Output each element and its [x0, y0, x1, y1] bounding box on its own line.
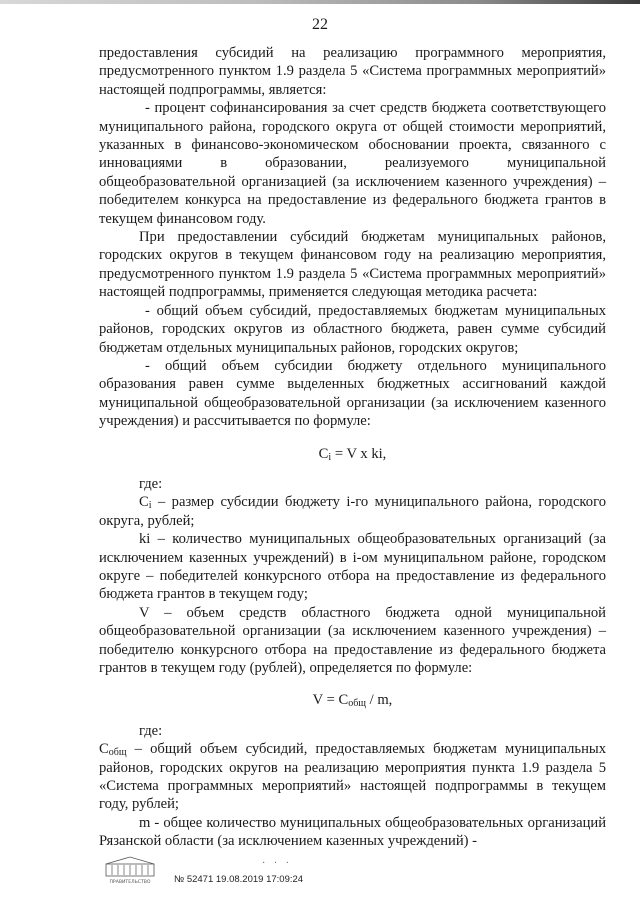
paragraph-5: - общий объем субсидии бюджету отдельного муниципального образования равен сумме выделенных бюджетных ассигнований каждой муниципальной общеобразовательной организации (за исключением казенного учреждения) и рассчитывается по формуле: [99, 357, 606, 430]
paragraph-2: - процент софинансирования за счет средств бюджета соответствующего муниципального района, городского округа от общей стоимости мероприятий, указанных в финансово-экономическом обосновании проекта, связанного с инновациями в образовании, реализуемого муниципальной общеобразовательной организацией (за исключением казенного учреждения) – победителем конкурса на предоставление из федерального бюджета грантов в текущем финансовом году. [99, 100, 606, 227]
definition-ci-sub: i [148, 500, 152, 512]
definition-cobsh-text: – общий объем субсидий, предоставляемых бюджетам муниципальных районов, городских округов на реализацию мероприятия пункта 1.9 раздела 5 «Система программных мероприятий» настоящей подпрограммы в текущем году, рублей; [99, 741, 606, 813]
where-label-1: где: [139, 475, 163, 492]
formula-subsidy-lhs: C [318, 445, 329, 462]
scan-edge [0, 0, 640, 4]
definition-cobsh-symbol: C [99, 741, 109, 758]
page-number: 22 [312, 16, 328, 33]
definition-ci-text: – размер субсидии бюджету i-го муниципального района, городского округа, рублей; [99, 494, 606, 529]
definition-cobsh [99, 740, 606, 814]
registration-stamp: № 52471 19.08.2019 17:09:24 [174, 874, 304, 885]
formula-subsidy [99, 445, 606, 463]
paragraph-4: - общий объем субсидий, предоставляемых бюджетам муниципальных районов, городских округов из областного бюджета, равен сумме субсидий бюджетам отдельных муниципальных районов, городских округов; [99, 302, 606, 356]
formula-volume-sub: общ [348, 698, 366, 710]
formula-volume-rhs: / m, [365, 692, 393, 709]
scan-artifact: · · · [262, 858, 292, 869]
formula-subsidy-rhs: = V x ki, [331, 445, 387, 462]
paragraph-3: При предоставлении субсидий бюджетам муниципальных районов, городских округов в текущем финансовом году на реализацию мероприятия, предусмотренного пунктом 1.9 раздела 5 «Система программных мероприятий» настоящей подпрограммы, применяется следующая методика расчета: [99, 229, 606, 301]
government-building-logo-icon [100, 855, 160, 885]
where-label-2: где: [139, 722, 163, 739]
paragraph-1: предоставления субсидий на реализацию программного мероприятия, предусмотренного пунктом 1.9 раздела 5 «Система программных мероприятий» настоящей подпрограммы, является: [99, 45, 606, 98]
formula-subsidy-sub: i [328, 451, 332, 463]
logo-caption: ПРАВИТЕЛЬСТВО [109, 880, 151, 885]
definition-cobsh-sub: общ [108, 747, 127, 759]
definition-m: m - общее количество муниципальных общеобразовательных организаций Рязанской области (за исключением казенных учреждений) - [99, 814, 606, 850]
definition-v: V – объем средств областного бюджета одной муниципальной общеобразовательной организации (за исключением казенного учреждения) – победителю конкурсного отбора на предоставление из федерального бюджета грантов в текущем году (рублей), определяется по формуле: [99, 604, 606, 676]
formula-volume [99, 691, 606, 709]
definition-ci-symbol: C [139, 494, 149, 511]
definition-ci [99, 493, 606, 530]
formula-volume-lhs: V = C [312, 692, 349, 709]
definition-ki: ki – количество муниципальных общеобразовательных организаций (за исключением казенных учреждений) в i-ом муниципальном районе, городском округе – победителей конкурсного отбора на предоставление из федерального бюджета грантов в текущем году; [99, 531, 606, 603]
document-body [99, 44, 606, 851]
